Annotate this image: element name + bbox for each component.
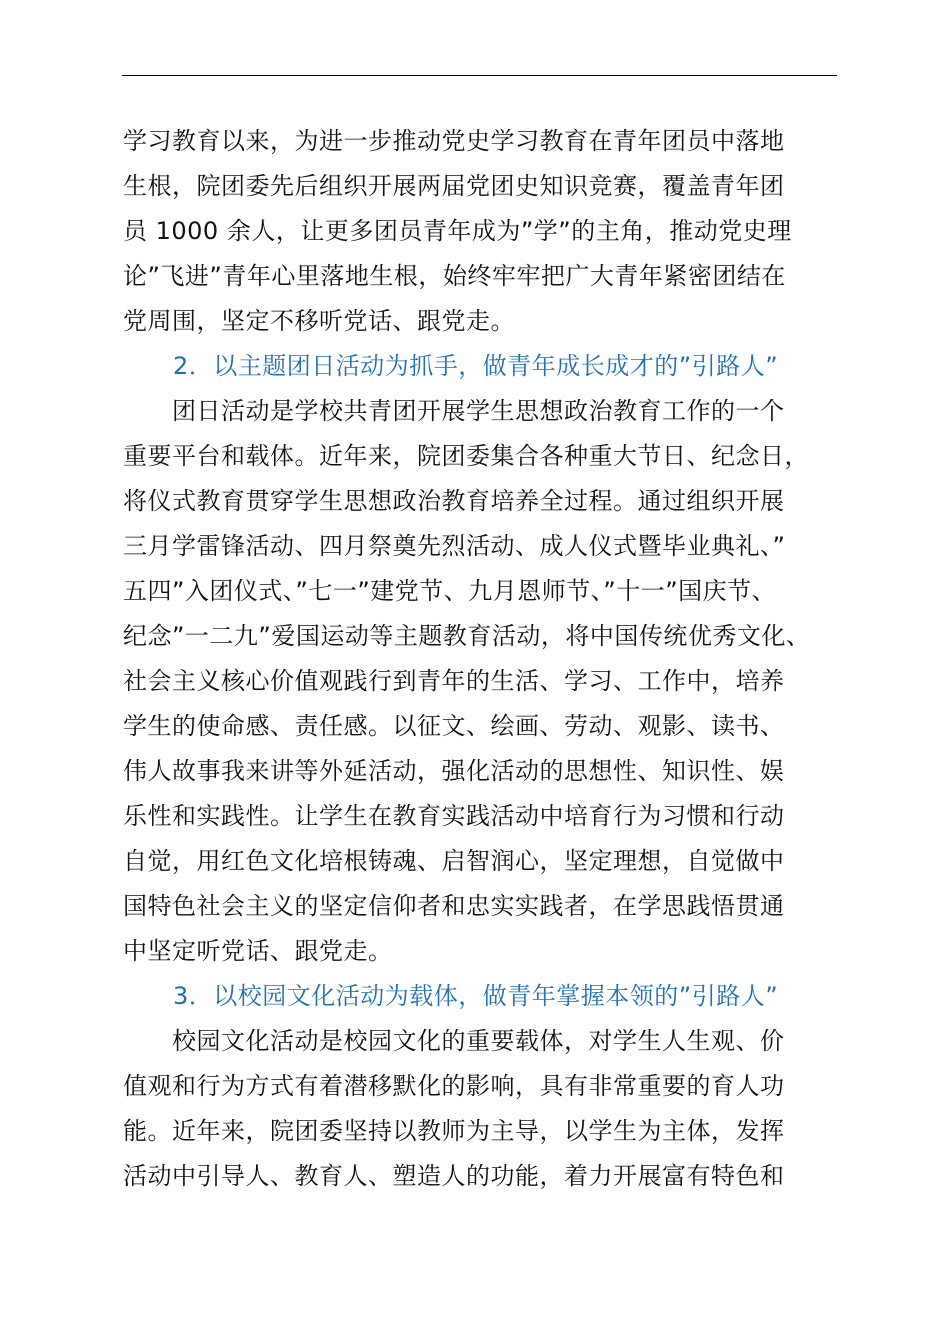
text-line: 社会主义核心价值观践行到青年的生活、学习、工作中，培养: [123, 667, 785, 695]
document-body: [123, 119, 838, 1199]
section-heading-3: 3．以校园文化活动为载体，做青年掌握本领的”引路人”: [173, 982, 779, 1010]
text-line: 乐性和实践性。让学生在教育实践活动中培育行为习惯和行动: [123, 802, 785, 830]
text-line: 学生的使命感、责任感。以征文、绘画、劳动、观影、读书、: [123, 712, 785, 740]
text-line: 五四”入团仪式、”七一”建党节、九月恩师节、”十一”国庆节、: [123, 577, 777, 605]
text-line: 将仪式教育贯穿学生思想政治教育培养全过程。通过组织开展: [123, 487, 785, 515]
text-line: 员 1000 余人，让更多团员青年成为”学”的主角，推动党史理: [123, 217, 792, 245]
text-line: 重要平台和载体。近年来，院团委集合各种重大节日、纪念日，: [123, 442, 809, 470]
text-line: 校园文化活动是校园文化的重要载体，对学生人生观、价: [123, 1027, 785, 1055]
text-line: 值观和行为方式有着潜移默化的影响，具有非常重要的育人功: [123, 1072, 785, 1100]
text-line: 纪念”一二九”爱国运动等主题教育活动，将中国传统优秀文化、: [123, 622, 811, 650]
text-line: 生根，院团委先后组织开展两届党团史知识竞赛，覆盖青年团: [123, 172, 785, 200]
text-line: 活动中引导人、教育人、塑造人的功能，着力开展富有特色和: [123, 1162, 785, 1190]
text-line: 党周围，坚定不移听党话、跟党走。: [123, 307, 515, 335]
text-line: 学习教育以来，为进一步推动党史学习教育在青年团员中落地: [123, 127, 785, 155]
text-line: 团日活动是学校共青团开展学生思想政治教育工作的一个: [123, 397, 785, 425]
text-line: 论”飞进”青年心里落地生根，始终牢牢把广大青年紧密团结在: [123, 262, 786, 290]
text-line: 中坚定听党话、跟党走。: [123, 937, 393, 965]
text-line: 自觉，用红色文化培根铸魂、启智润心，坚定理想，自觉做中: [123, 847, 785, 875]
header-rule: [122, 75, 837, 76]
section-heading-2: 2．以主题团日活动为抓手，做青年成长成才的”引路人”: [173, 352, 779, 380]
text-line: 三月学雷锋活动、四月祭奠先烈活动、成人仪式暨毕业典礼、”: [123, 532, 786, 560]
text-line: 能。近年来，院团委坚持以教师为主导，以学生为主体，发挥: [123, 1117, 785, 1145]
text-line: 国特色社会主义的坚定信仰者和忠实实践者，在学思践悟贯通: [123, 892, 785, 920]
text-line: 伟人故事我来讲等外延活动，强化活动的思想性、知识性、娱: [123, 757, 785, 785]
